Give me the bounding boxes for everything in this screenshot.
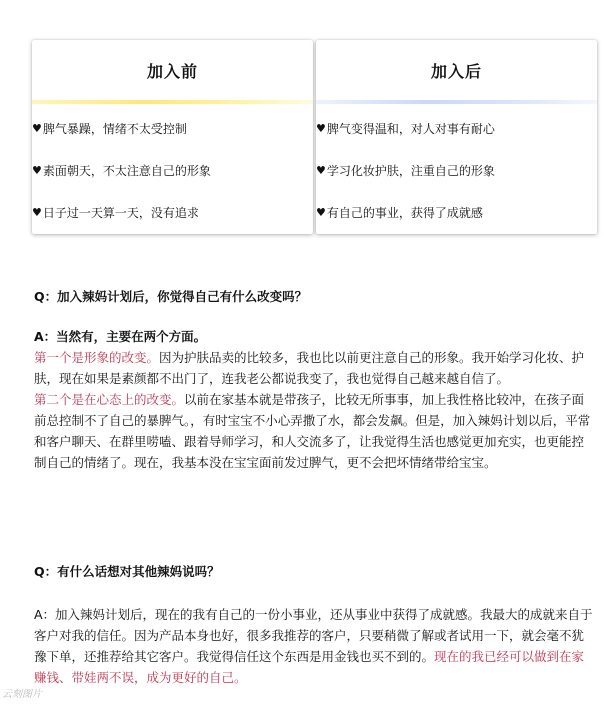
after-item-text: 学习化妆护肤，注重自己的形象 bbox=[326, 164, 495, 178]
heart-icon: ♥ bbox=[32, 122, 42, 135]
comparison-section bbox=[32, 40, 597, 234]
question-1 bbox=[34, 286, 594, 307]
before-card bbox=[32, 40, 313, 234]
answer-1-point-1 bbox=[34, 347, 594, 389]
point-2-text: 以前在家基本就是带孩子，比较无所事事，加上我性格比较冲，在孩子面前总控制不了自己的暴脾气。，有时宝宝不小心弄撒了水，都会发飙。但是，加入辣妈计划以后，平常和客户聊天、在群里唠嗑、跟着导师学习，和人交流多了，让我觉得生活也感觉更加充实，也更能控制自己的情绪了。现在，我基本没在宝宝面前发过脾气，更不会把坏情绪带给宝宝。 bbox=[34, 392, 591, 470]
question-2 bbox=[34, 561, 594, 582]
heart-icon: ♥ bbox=[316, 206, 326, 219]
point-2-highlight: 第二个是在心态上的改变。 bbox=[34, 392, 185, 407]
answer-1-point-2 bbox=[34, 389, 594, 473]
after-item bbox=[316, 163, 495, 179]
before-item-text: 素面朝天，不太注意自己的形象 bbox=[42, 164, 211, 178]
after-card-divider bbox=[316, 100, 597, 104]
before-item bbox=[32, 205, 199, 221]
watermark: 云刻图片 bbox=[2, 689, 42, 700]
heart-icon: ♥ bbox=[32, 206, 42, 219]
answer-2-text: A：加入辣妈计划后，现在的我有自己的一份小事业，还从事业中获得了成就感。我最大的成就来自于客户对我的信任。因为产品本身也好，很多我推荐的客户，只要稍微了解或者试用一下，就会毫不犹豫下单，还推荐给其它客户。我觉得信任这个东西是用金钱也买不到的。 bbox=[34, 607, 593, 664]
point-1-highlight: 第一个是形象的改变。 bbox=[34, 350, 160, 365]
before-item-text: 日子过一天算一天，没有追求 bbox=[42, 206, 199, 220]
question-2-text: Q：有什么话想对其他辣妈说吗？ bbox=[34, 564, 220, 579]
before-card-title: 加入前 bbox=[146, 61, 198, 81]
before-item bbox=[32, 121, 187, 137]
heart-icon: ♥ bbox=[316, 164, 326, 177]
before-card-divider bbox=[32, 100, 313, 104]
answer-1 bbox=[34, 326, 594, 473]
heart-icon: ♥ bbox=[32, 164, 42, 177]
point-1-text: 因为护肤品卖的比较多，我也比以前更注意自己的形象。我开始学习化妆、护肤，现在如果是素颜都不出门了，连我老公都说我变了，我也觉得自己越来越自信了。 bbox=[34, 350, 585, 386]
answer-2-paragraph bbox=[34, 604, 594, 688]
heart-icon: ♥ bbox=[316, 122, 326, 135]
answer-2 bbox=[34, 604, 594, 688]
after-item bbox=[316, 121, 495, 137]
before-item-text: 脾气暴躁，情绪不太受控制 bbox=[42, 122, 187, 136]
question-1-text: Q：加入辣妈计划后，你觉得自己有什么改变吗？ bbox=[34, 289, 308, 304]
answer-1-intro: A：当然有，主要在两个方面。 bbox=[34, 329, 207, 344]
after-card-title: 加入后 bbox=[430, 61, 482, 81]
after-item-text: 有自己的事业，获得了成就感 bbox=[326, 206, 483, 220]
after-item-text: 脾气变得温和，对人对事有耐心 bbox=[326, 122, 495, 136]
after-card bbox=[316, 40, 597, 234]
after-item bbox=[316, 205, 483, 221]
before-item bbox=[32, 163, 211, 179]
answer-2-highlight: 现在的我已经可以做到在家赚钱、带娃两不误，成为更好的自己。 bbox=[34, 649, 585, 685]
